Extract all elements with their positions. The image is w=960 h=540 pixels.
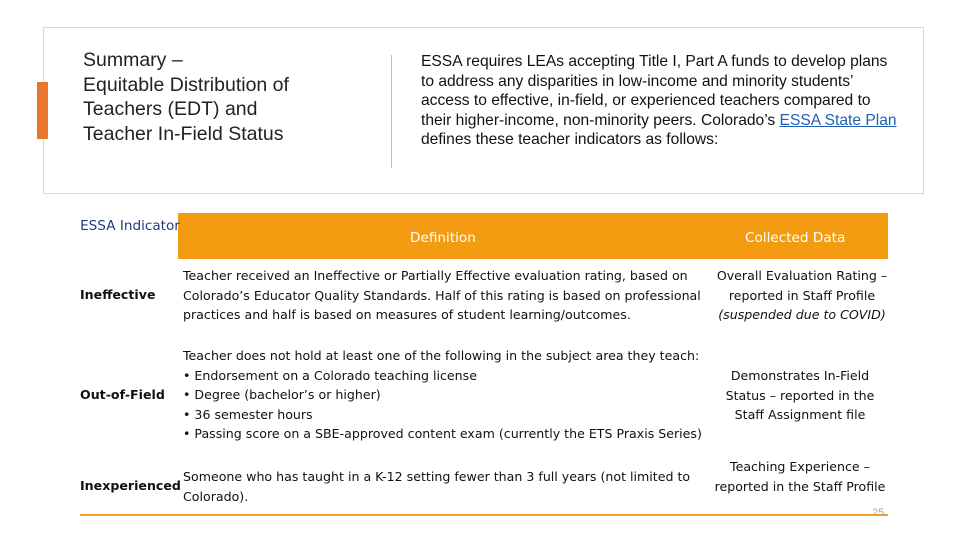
collected-inexperienced: Teaching Experience – reported in the Staff Profile — [714, 459, 886, 494]
header-divider — [391, 55, 392, 168]
bullet-degree: • Degree (bachelor’s or higher) — [183, 387, 381, 403]
definition-out-of-field — [183, 346, 723, 444]
out-of-field-intro: Teacher does not hold at least one of the following in the subject area they teach: — [183, 348, 700, 363]
page-number: 25 — [872, 507, 885, 519]
intro-text-start: ESSA requires LEAs accepting Title I, Part A funds to develop plans to address any disparities in low-income and minority students’ access to effective, in-field, or experienced teachers compared to their higher-income, non-minority peers. Colorado’s — [421, 53, 888, 129]
bullet-endorsement: • Endorsement on a Colorado teaching license — [183, 367, 477, 383]
header-definition: Definition — [410, 230, 476, 246]
definition-inexperienced: Someone who has taught in a K-12 setting fewer than 3 full years (not limited to Colorado). — [183, 469, 691, 504]
header-collected-data: Collected Data — [745, 230, 846, 246]
essa-state-plan-link[interactable]: ESSA State Plan — [779, 111, 897, 129]
intro-paragraph — [421, 52, 901, 150]
indicator-out-of-field: Out-of-Field — [80, 387, 165, 402]
collected-out-of-field: Demonstrates In-Field Status – reported in the Staff Assignment file — [725, 368, 875, 423]
collected-ineffective — [714, 266, 890, 325]
page-title: Summary – Equitable Distribution of Teachers (EDT) and Teacher In-Field Status — [83, 49, 289, 145]
intro-text-end: defines these teacher indicators as follows: — [421, 131, 719, 149]
table-bottom-rule — [80, 514, 888, 516]
bullet-passing-score: • Passing score on a SBE-approved content exam (currently the ETS Praxis Series) — [183, 426, 702, 442]
collected-ineffective-text: Overall Evaluation Rating – reported in Staff Profile — [716, 268, 888, 303]
header-essa-indicator: ESSA Indicator — [80, 218, 180, 234]
bullet-semester-hours: • 36 semester hours — [183, 406, 313, 422]
definition-ineffective: Teacher received an Ineffective or Partially Effective evaluation rating, based on Colorado’s Educator Quality Standards. Half of this rating is based on professional practices and half is based on measures of student learning/outcomes. — [183, 268, 701, 323]
indicator-ineffective: Ineffective — [80, 287, 156, 302]
accent-bar — [37, 82, 48, 139]
indicator-inexperienced: Inexperienced — [80, 478, 181, 493]
covid-note: (suspended due to COVID) — [718, 307, 886, 323]
